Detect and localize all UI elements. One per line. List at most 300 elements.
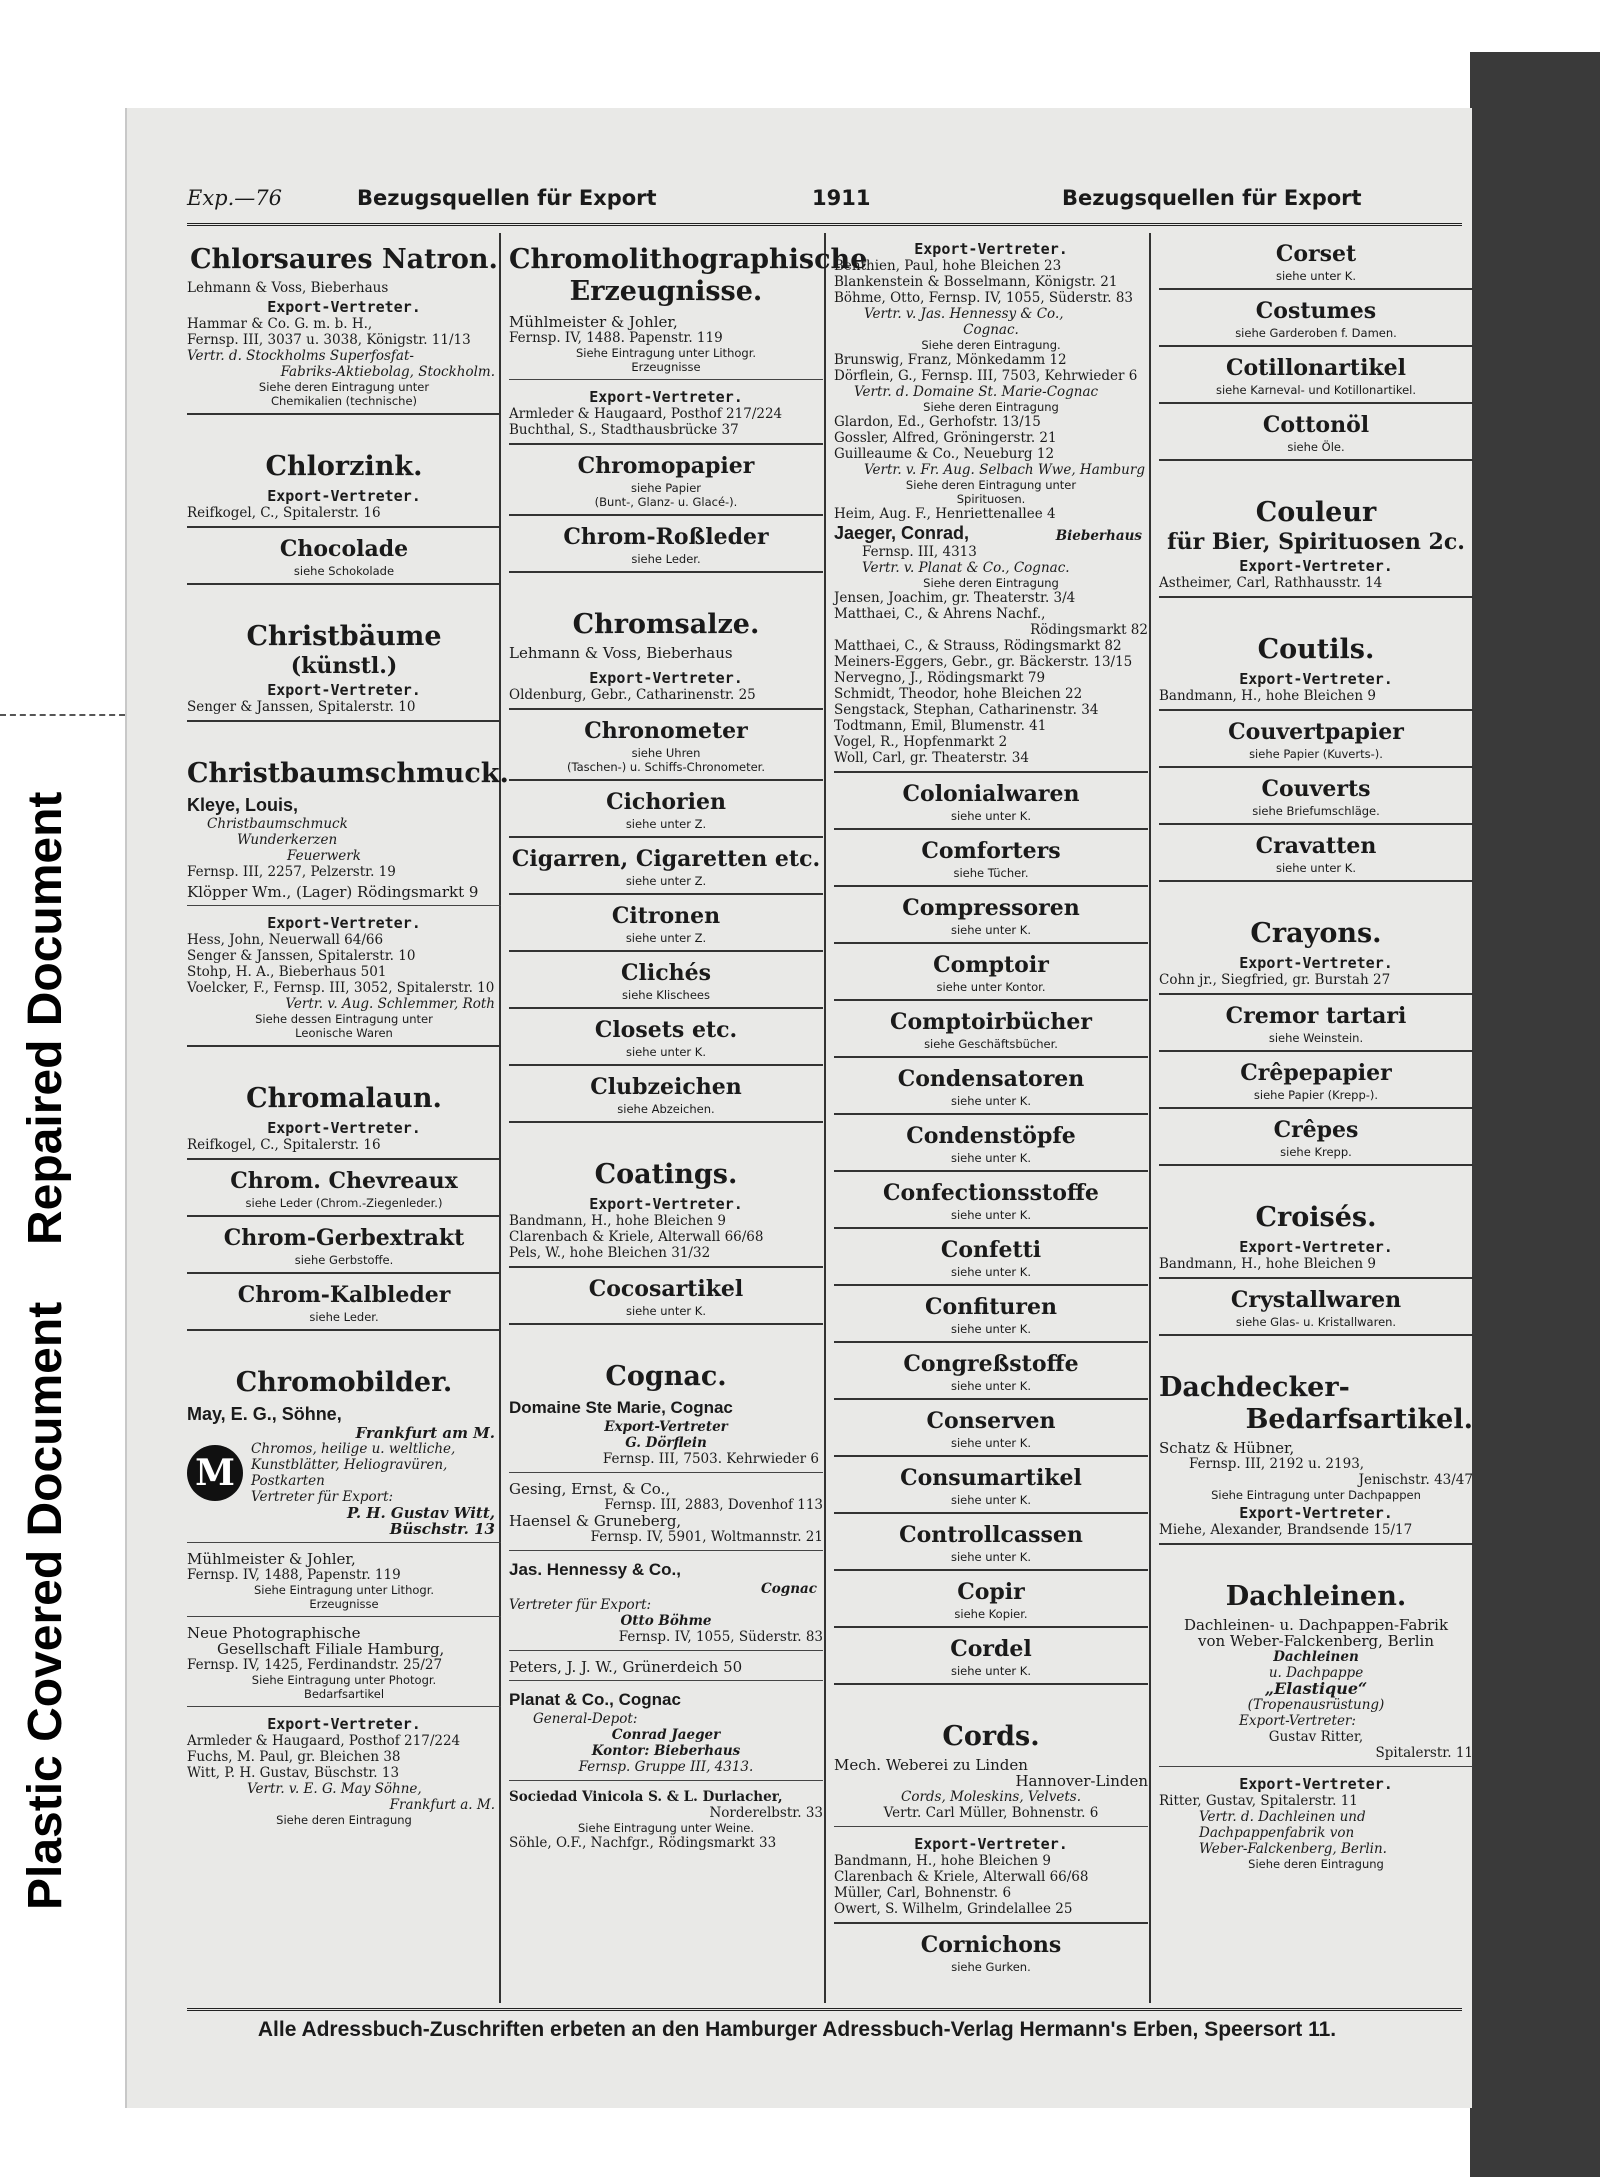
export-heading: Export-Vertreter. (914, 240, 1068, 258)
entry: Fernsp. III, 2883, Dovenhof 113 (604, 1497, 823, 1513)
see-also: siehe Klischees (622, 988, 710, 1002)
divider (834, 1626, 1148, 1628)
entry: Senger & Janssen, Spitalerstr. 10 (187, 699, 416, 715)
entry: Dachleinen- u. Dachpappen-Fabrik (1183, 1616, 1449, 1634)
entry: Dachpappenfabrik von (1199, 1825, 1355, 1841)
divider (187, 1272, 501, 1274)
entry: Woll, Carl, gr. Theaterstr. 34 (834, 750, 1029, 766)
divider (834, 1569, 1148, 1571)
divider (509, 514, 823, 516)
divider (834, 1056, 1148, 1058)
see-also: siehe Papier (Krepp-). (1253, 1088, 1379, 1102)
export-heading: Export-Vertreter. (914, 1835, 1068, 1853)
divider (834, 828, 1148, 830)
divider (509, 1680, 823, 1681)
entry: Fernsp. IV, 5901, Woltmannstr. 21 (590, 1529, 823, 1545)
see-also: Siehe Eintragung unter Weine. (578, 1821, 754, 1835)
entry: Vertr. v. Aug. Schlemmer, Roth (285, 996, 495, 1012)
document-page (125, 108, 1472, 2108)
heading-rossleder: Chrom-Roßleder (563, 524, 769, 550)
entry: Bandmann, H., hohe Bleichen 9 (1159, 688, 1376, 704)
see-also: siehe Leder. (631, 552, 701, 566)
spacer (1159, 1344, 1473, 1366)
heading-conserven: Conserven (926, 1408, 1056, 1434)
divider (187, 720, 501, 722)
entry: Brunswig, Franz, Mönkedamm 12 (834, 352, 1067, 368)
heading-condenstoepfe: Condenstöpfe (906, 1123, 1076, 1149)
entry: Frankfurt a. M. (389, 1797, 495, 1813)
see-also: Erzeugnisse (631, 360, 701, 374)
entry: Vertr. d. Stockholms Superfosfat- (187, 348, 414, 364)
heading-crayons: Crayons. (1250, 918, 1382, 949)
entry: Bandmann, H., hohe Bleichen 9 (509, 1213, 726, 1229)
see-also: Erzeugnisse (309, 1597, 379, 1611)
heading-closets: Closets etc. (594, 1017, 738, 1043)
spacer (187, 593, 501, 615)
see-also: siehe unter K. (950, 1265, 1032, 1279)
divider (1159, 1164, 1473, 1166)
see-also: siehe unter Z. (625, 817, 707, 831)
see-also: Leonische Waren (295, 1026, 393, 1040)
see-also: siehe Gurken. (951, 1960, 1031, 1974)
export-heading: Export-Vertreter. (1239, 557, 1393, 575)
entry: Blankenstein & Bosselmann, Königstr. 21 (834, 274, 1118, 290)
divider (1159, 1543, 1473, 1545)
entry: Lehmann & Voss, Bieberhaus (509, 644, 733, 662)
entry-jaeger: Jaeger, Conrad, (834, 523, 970, 543)
column-divider (824, 233, 826, 2003)
heading-citronen: Citronen (611, 903, 721, 929)
entry-hennessy: Jas. Hennessy & Co., (509, 1560, 681, 1579)
spacer (509, 581, 823, 603)
see-also: siehe unter K. (950, 1094, 1032, 1108)
divider (1159, 880, 1473, 882)
entry: Chromos, heilige u. weltliche, (251, 1441, 456, 1457)
divider (187, 1045, 501, 1047)
heading-cordel: Cordel (950, 1636, 1032, 1662)
entry: Bandmann, H., hohe Bleichen 9 (1159, 1256, 1376, 1272)
cut-guide-line (0, 714, 135, 716)
see-also: (Bunt-, Glanz- u. Glacé-). (594, 495, 738, 509)
see-also: siehe Weinstein. (1268, 1031, 1364, 1045)
heading-dachdecker: Dachdecker- (1159, 1372, 1350, 1403)
divider (834, 942, 1148, 944)
divider (1159, 1334, 1473, 1336)
see-also: siehe Uhren (631, 746, 701, 760)
divider (1159, 766, 1473, 768)
see-also: Spirituosen. (956, 492, 1026, 506)
divider (834, 885, 1148, 887)
header-year: 1911 (812, 186, 871, 210)
entry: Reifkogel, C., Spitalerstr. 16 (187, 1137, 381, 1153)
entry: Kontor: Bieberhaus (591, 1743, 741, 1759)
divider (187, 526, 501, 528)
header-title-left: Bezugsquellen für Export (357, 186, 657, 210)
entry: Lehmann & Voss, Bieberhaus (187, 280, 389, 296)
spacer (1159, 890, 1473, 912)
see-also: Siehe Eintragung unter Lithogr. (575, 346, 757, 360)
divider (1159, 1107, 1473, 1109)
entry: P. H. Gustav Witt, (347, 1504, 495, 1522)
see-also: siehe Abzeichen. (617, 1102, 715, 1116)
heading-confituren: Confituren (925, 1294, 1057, 1320)
divider (834, 1170, 1148, 1172)
divider (509, 950, 823, 952)
entry: Clarenbach & Kriele, Alterwall 66/68 (509, 1229, 764, 1245)
heading-consumartikel: Consumartikel (900, 1465, 1082, 1491)
heading-couleur: Couleur (1255, 497, 1377, 528)
entry: Hammar & Co. G. m. b. H., (187, 316, 373, 332)
divider (509, 1064, 823, 1066)
entry: Spitalerstr. 11 (1375, 1745, 1473, 1761)
heading-cocosartikel: Cocosartikel (588, 1276, 744, 1302)
divider (834, 1455, 1148, 1457)
divider (1159, 1050, 1473, 1052)
divider (509, 893, 823, 895)
heading-chronometer: Chronometer (584, 718, 748, 744)
entry: Ritter, Gustav, Spitalerstr. 11 (1159, 1793, 1358, 1809)
see-also: siehe unter K. (950, 1379, 1032, 1393)
divider (834, 1398, 1148, 1400)
entry: u. Dachpappe (1268, 1665, 1364, 1681)
divider (1159, 993, 1473, 995)
divider (1159, 288, 1473, 290)
heading-chlorsaures: Chlorsaures Natron. (190, 244, 498, 275)
heading-cottonoel: Cottonöl (1262, 412, 1370, 438)
see-also: siehe Papier (630, 481, 702, 495)
entry: von Weber-Falckenberg, Berlin (1198, 1632, 1434, 1650)
entry: Pels, W., hohe Bleichen 31/32 (509, 1245, 711, 1261)
see-also: siehe unter K. (950, 1493, 1032, 1507)
divider (1159, 1766, 1473, 1767)
export-heading: Export-Vertreter. (589, 669, 743, 687)
spacer (187, 1339, 501, 1361)
divider (834, 1826, 1148, 1827)
page-header (187, 186, 1462, 218)
entry: Glardon, Ed., Gerhofstr. 13/15 (834, 414, 1041, 430)
entry: Weber-Falckenberg, Berlin. (1199, 1841, 1387, 1857)
entry: Otto Böhme (620, 1613, 712, 1629)
entry: Clarenbach & Kriele, Alterwall 66/68 (834, 1869, 1089, 1885)
see-also: Siehe Eintragung unter Photogr. (251, 1673, 437, 1687)
scanner-edge (1470, 52, 1600, 2177)
heading-couverts: Couverts (1261, 776, 1371, 802)
heading-subtitle: Bedarfsartikel. (1245, 1404, 1473, 1435)
entry: Nervegno, J., Rödingsmarkt 79 (834, 670, 1046, 686)
entry: Fernsp. III, 2257, Pelzerstr. 19 (187, 864, 396, 880)
heading-cigarren: Cigarren, Cigaretten etc. (511, 846, 821, 872)
see-also: siehe Karneval- und Kotillonartikel. (1215, 383, 1417, 397)
entry: Vertr. d. Domaine St. Marie-Cognac (854, 384, 1099, 400)
divider (834, 1341, 1148, 1343)
entry: Buchthal, S., Stadthausbrücke 37 (509, 422, 739, 438)
heading-subtitle: (künstl.) (290, 653, 398, 679)
export-heading: Export-Vertreter. (1239, 670, 1393, 688)
entry: Stohp, H. A., Bieberhaus 501 (187, 964, 387, 980)
entry: Conrad Jaeger (611, 1727, 721, 1743)
see-also: Siehe Eintragung unter Dachpappen (1211, 1488, 1421, 1502)
see-also: siehe unter K. (950, 1322, 1032, 1336)
see-also: siehe unter Z. (625, 874, 707, 888)
entry: Wunderkerzen (237, 832, 338, 848)
heading-chromsalze: Chromsalze. (572, 609, 760, 640)
entry: Mühlmeister & Johler, (509, 313, 678, 331)
divider (187, 1706, 501, 1707)
see-also: siehe Leder (Chrom.-Ziegenleder.) (245, 1196, 443, 1210)
heading-comptoir: Comptoir (933, 952, 1049, 978)
entry: Gustav Ritter, (1268, 1729, 1364, 1745)
entry: Peters, J. J. W., Grünerdeich 50 (509, 1658, 743, 1676)
entry: Vertreter für Export: (509, 1597, 652, 1613)
entry: Vertr. v. E. G. May Söhne, (247, 1781, 422, 1797)
heading-crystallwaren: Crystallwaren (1230, 1287, 1402, 1313)
see-also: siehe unter K. (950, 1151, 1032, 1165)
divider (1159, 1277, 1473, 1279)
heading-christbaeume: Christbäume (246, 621, 442, 652)
entry: Astheimer, Carl, Rathhausstr. 14 (1159, 575, 1383, 591)
heading-cornichons: Cornichons (920, 1932, 1062, 1958)
divider (834, 1683, 1148, 1685)
export-heading: Export-Vertreter. (589, 388, 743, 406)
divider (187, 583, 501, 585)
export-heading: Export-Vertreter. (267, 681, 421, 699)
heading-chromalaun: Chromalaun. (246, 1083, 442, 1114)
heading-crepes: Crêpes (1273, 1117, 1359, 1143)
entry: Meiners-Eggers, Gebr., gr. Bäckerstr. 13/15 (834, 654, 1133, 670)
divider (1159, 402, 1473, 404)
heading-christbaumschmuck: Christbaumschmuck. (187, 758, 509, 789)
divider (1159, 709, 1473, 711)
company-logo: M (187, 1445, 243, 1501)
see-also: Siehe dessen Eintragung unter (255, 1012, 433, 1026)
entry: Guilleaume & Co., Neueburg 12 (834, 446, 1055, 462)
entry: Schatz & Hübner, (1159, 1439, 1295, 1457)
entry: Büschstr. 13 (389, 1520, 495, 1538)
entry: Vertreter für Export: (251, 1489, 394, 1505)
entry: Cognac. (963, 322, 1019, 338)
heading-cognac: Cognac. (605, 1361, 727, 1392)
divider (509, 1472, 823, 1473)
spacer (1159, 1174, 1473, 1196)
see-also: Siehe deren Eintragung unter (905, 478, 1077, 492)
heading-confetti: Confetti (940, 1237, 1042, 1263)
entry: Schmidt, Theodor, hohe Bleichen 22 (834, 686, 1083, 702)
entry: Vertr. v. Jas. Hennessy & Co., (864, 306, 1064, 322)
entry: „Elastique“ (1264, 1679, 1368, 1698)
heading-compressoren: Compressoren (902, 895, 1080, 921)
header-rule (187, 223, 1462, 226)
divider (834, 1922, 1148, 1924)
entry: Benthien, Paul, hohe Bleichen 23 (834, 258, 1062, 274)
see-also: siehe Öle. (1287, 440, 1345, 454)
entry: Reifkogel, C., Spitalerstr. 16 (187, 505, 381, 521)
entry: Export-Vertreter: (1239, 1713, 1356, 1729)
see-also: siehe Papier (Kuverts-). (1249, 747, 1383, 761)
spacer (187, 730, 501, 752)
entry: Senger & Janssen, Spitalerstr. 10 (187, 948, 416, 964)
heading-copir: Copir (957, 1579, 1025, 1605)
entry: Heim, Aug. F., Henriettenallee 4 (834, 506, 1056, 522)
export-heading: Export-Vertreter. (1239, 954, 1393, 972)
entry: Sociedad Vinicola S. & L. Durlacher, (509, 1789, 783, 1805)
see-also: siehe unter K. (950, 809, 1032, 823)
entry: Klöpper Wm., (Lager) Rödingsmarkt 9 (187, 883, 479, 901)
entry: Owert, S. Wilhelm, Grindelallee 25 (834, 1901, 1073, 1917)
entry: Fernsp. IV, 1488. Papenstr. 119 (509, 330, 723, 346)
entry-may: May, E. G., Söhne, (187, 1404, 342, 1424)
entry: Feuerwerk (287, 848, 361, 864)
entry-domaine: Domaine Ste Marie, Cognac (509, 1398, 733, 1417)
entry: Fernsp. IV, 1425, Ferdinandstr. 25/27 (187, 1657, 443, 1673)
heading-couvertpapier: Couvertpapier (1228, 719, 1404, 745)
heading-clubzeichen: Clubzeichen (590, 1074, 742, 1100)
see-also: siehe unter K. (950, 923, 1032, 937)
entry: Fernsp. III, 2192 u. 2193, (1189, 1456, 1365, 1472)
spacer (187, 423, 501, 445)
see-also: Siehe deren Eintragung (1248, 1857, 1384, 1871)
entry: Böhme, Otto, Fernsp. IV, 1055, Süderstr. 83 (834, 290, 1134, 306)
heading-comforters: Comforters (921, 838, 1061, 864)
entry: Bieberhaus (1055, 528, 1142, 544)
heading-cremor-tartari: Cremor tartari (1225, 1003, 1407, 1029)
spacer (187, 1055, 501, 1077)
see-also: siehe unter K. (950, 1208, 1032, 1222)
divider (187, 1542, 501, 1543)
entry: Matthaei, C., & Ahrens Nachf., (834, 606, 1046, 622)
see-also: siehe unter K. (1275, 269, 1357, 283)
entry: Armleder & Haugaard, Posthof 217/224 (187, 1733, 461, 1749)
entry: Cords, Moleskins, Velvets. (900, 1789, 1082, 1805)
heading-coatings: Coatings. (594, 1159, 738, 1190)
entry: Cohn jr., Siegfried, gr. Burstah 27 (1159, 972, 1391, 988)
divider (509, 1650, 823, 1651)
heading-chocolade: Chocolade (279, 536, 409, 562)
entry: Oldenburg, Gebr., Catharinenstr. 25 (509, 687, 756, 703)
export-heading: Export-Vertreter. (1239, 1504, 1393, 1522)
entry: G. Dörflein (625, 1435, 707, 1451)
see-also: siehe Geschäftsbücher. (924, 1037, 1058, 1051)
entry: Dörflein, G., Fernsp. III, 7503, Kehrwieder 6 (834, 368, 1138, 384)
heading-chromolithographische: Chromolithographische Erzeugnisse. (509, 244, 868, 307)
divider (509, 708, 823, 710)
divider (509, 379, 823, 380)
export-heading: Export-Vertreter. (267, 298, 421, 316)
divider (834, 1512, 1148, 1514)
heading-chlorzink: Chlorzink. (265, 451, 423, 482)
divider (509, 1121, 823, 1123)
entry: Söhle, O.F., Nachfgr., Rödingsmarkt 33 (509, 1835, 777, 1851)
see-also: Siehe deren Eintragung. (921, 338, 1061, 352)
see-also: siehe unter K. (1275, 861, 1357, 875)
entry: Neue Photographische (187, 1624, 361, 1642)
page-number: Exp.—76 (187, 186, 283, 210)
heading-cords: Cords. (942, 1721, 1040, 1752)
entry: Fabriks-Aktiebolag, Stockholm. (280, 364, 495, 380)
entry: Postkarten (251, 1473, 325, 1489)
spacer (1159, 1553, 1473, 1575)
see-also: siehe unter K. (950, 1436, 1032, 1450)
entry-planat: Planat & Co., Cognac (509, 1690, 681, 1709)
see-also: Siehe deren Eintragung unter (258, 380, 430, 394)
heading-costumes: Costumes (1255, 298, 1377, 324)
see-also: siehe unter Kontor. (936, 980, 1046, 994)
entry: Jensen, Joachim, gr. Theaterstr. 3/4 (834, 590, 1076, 606)
entry: Witt, P. H. Gustav, Büschstr. 13 (187, 1765, 400, 1781)
heading-controllcassen: Controllcassen (899, 1522, 1083, 1548)
entry: Vertr. v. Planat & Co., Cognac. (862, 560, 1070, 576)
entry: Fuchs, M. Paul, gr. Bleichen 38 (187, 1749, 401, 1765)
entry: Rödingsmarkt 82 (1030, 622, 1148, 638)
column-3 (834, 238, 1148, 2003)
divider (834, 1227, 1148, 1229)
entry: Fernsp. IV, 1055, Süderstr. 83 (618, 1629, 823, 1645)
spacer (509, 1333, 823, 1355)
see-also: siehe unter K. (950, 1550, 1032, 1564)
entry: Mühlmeister & Johler, (187, 1550, 356, 1568)
heading-coutils: Coutils. (1257, 634, 1375, 665)
divider (509, 1323, 823, 1325)
heading-confectionsstoffe: Confectionsstoffe (883, 1180, 1099, 1206)
divider (834, 1113, 1148, 1115)
entry: Fernsp. IV, 1488, Papenstr. 119 (187, 1567, 401, 1583)
heading-cichorien: Cichorien (606, 789, 726, 815)
divider (187, 1215, 501, 1217)
see-also: siehe Briefumschläge. (1252, 804, 1380, 818)
see-also: siehe Glas- u. Kristallwaren. (1235, 1315, 1397, 1329)
see-also: siehe Tücher. (953, 866, 1029, 880)
export-heading: Export-Vertreter. (267, 487, 421, 505)
page-footer: Alle Adressbuch-Zuschriften erbeten an den Hamburger Adressbuch-Verlag Hermann's Erben, Speersort 11. (257, 2018, 1337, 2041)
heading-crepepapier: Crêpepapier (1240, 1060, 1392, 1086)
see-also: siehe Krepp. (1280, 1145, 1352, 1159)
entry: Haensel & Gruneberg, (509, 1512, 682, 1530)
divider (187, 1158, 501, 1160)
divider (509, 1780, 823, 1781)
see-also: siehe unter K. (625, 1304, 707, 1318)
spacer (1159, 606, 1473, 628)
entry: Gesing, Ernst, & Co., (509, 1480, 671, 1498)
spacer (509, 1131, 823, 1153)
see-also: (Taschen-) u. Schiffs-Chronometer. (566, 760, 766, 774)
entry: Sengstack, Stephan, Catharinenstr. 34 (834, 702, 1099, 718)
entry: (Tropenausrüstung) (1247, 1697, 1385, 1713)
column-4 (1159, 238, 1473, 2003)
entry: Gossler, Alfred, Gröningerstr. 21 (834, 430, 1057, 446)
see-also: siehe Schokolade (293, 564, 395, 578)
divider (509, 443, 823, 445)
divider (187, 905, 501, 906)
entry: Fernsp. III, 7503. Kehrwieder 6 (602, 1451, 819, 1467)
entry: Miehe, Alexander, Brandsende 15/17 (1159, 1522, 1413, 1538)
see-also: Siehe deren Eintragung (276, 1813, 412, 1827)
entry: Armleder & Haugaard, Posthof 217/224 (509, 406, 783, 422)
entry-kleye: Kleye, Louis, (187, 795, 299, 815)
divider (834, 1284, 1148, 1286)
entry: Matthaei, C., & Strauss, Rödingsmarkt 82 (834, 638, 1122, 654)
entry: Jenischstr. 43/47 (1358, 1472, 1473, 1488)
entry: Vertr. Carl Müller, Bohnenstr. 6 (883, 1805, 1099, 1821)
export-heading: Export-Vertreter. (589, 1195, 743, 1213)
entry: Fernsp. Gruppe III, 4313. (578, 1759, 754, 1775)
entry: Frankfurt am M. (355, 1424, 495, 1442)
divider (509, 779, 823, 781)
heading-subtitle: für Bier, Spirituosen 2c. (1167, 529, 1465, 555)
see-also: siehe unter Z. (625, 931, 707, 945)
divider (187, 1329, 501, 1331)
side-label-plastic-covered: Plastic Covered Document (19, 1301, 72, 1910)
column-1 (187, 238, 509, 2003)
column-divider (1149, 233, 1151, 2003)
